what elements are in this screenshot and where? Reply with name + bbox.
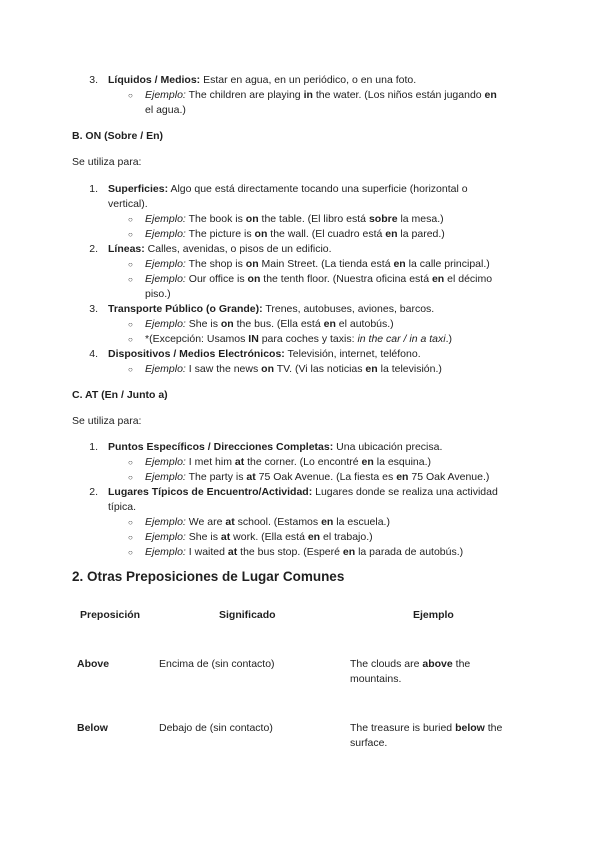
list-number: 2. [89,486,98,498]
bullet-icon: ○ [128,320,133,329]
list-number: 3. [89,74,98,86]
list-item-lugares: Lugares Típicos de Encuentro/Actividad: Lugares donde se realiza una actividad típica. [108,486,498,513]
table-header: Significado [219,609,276,621]
bullet-icon: ○ [128,275,133,284]
bullet-icon: ○ [128,473,133,482]
list-item-dispositivos: Dispositivos / Medios Electrónicos: Televisión, internet, teléfono. [108,348,421,360]
table-cell-prep: Below [77,722,108,734]
bullet-icon: ○ [128,230,133,239]
intro-text: Se utiliza para: [72,156,142,168]
section-heading-at: C. AT (En / Junto a) [72,389,168,401]
bullet-icon: ○ [128,533,133,542]
bullet-icon: ○ [128,215,133,224]
table-cell-example-cont: surface. [350,737,388,749]
table-cell-example-cont: mountains. [350,673,402,685]
bullet-icon: ○ [128,458,133,467]
item-label: Líquidos / Medios: [108,74,201,86]
bullet-icon: ○ [128,335,133,344]
list-item-lineas: Líneas: Calles, avenidas, o pisos de un edificio. [108,243,332,255]
bullet-icon: ○ [128,518,133,527]
list-item-transporte: Transporte Público (o Grande): Trenes, autobuses, aviones, barcos. [108,303,435,315]
example-line: Ejemplo: The picture is on the wall. (El cuadro está en la pared.) [145,228,445,240]
example-line: Ejemplo: I waited at the bus stop. (Esperé en la parada de autobús.) [145,546,464,558]
example-line: Ejemplo: We are at school. (Estamos en la escuela.) [145,516,390,528]
example-line: Ejemplo: She is at work. (Ella está en el trabajo.) [145,531,373,543]
intro-text: Se utiliza para: [72,415,142,427]
list-number: 2. [89,243,98,255]
example-line: Ejemplo: She is on the bus. (Ella está en el autobús.) [145,318,394,330]
example-line: Ejemplo: I saw the news on TV. (Vi las noticias en la televisión.) [145,363,442,375]
example-line: Ejemplo: Our office is on the tenth floor. (Nuestra oficina está en el décimo [145,273,493,285]
example-line: Ejemplo: The shop is on Main Street. (La tienda está en la calle principal.) [145,258,490,270]
exception-line: *(Excepción: Usamos IN para coches y taxis: in the car / in a taxi.) [145,333,452,345]
bullet-icon: ○ [128,548,133,557]
section-title: 2. Otras Preposiciones de Lugar Comunes [72,569,345,584]
table-cell-prep: Above [77,658,110,670]
section-heading-on: B. ON (Sobre / En) [72,130,164,142]
list-number: 4. [89,348,98,360]
list-number: 3. [89,303,98,315]
list-item-superficies: Superficies: Algo que está directamente tocando una superficie (horizontal o vertical). [108,183,468,210]
example-line: Ejemplo: I met him at the corner. (Lo encontré en la esquina.) [145,456,432,468]
table-cell-meaning: Debajo de (sin contacto) [159,722,273,734]
list-number: 1. [89,441,98,453]
table-header: Preposición [80,609,141,621]
item-text: Estar en agua, en un periódico, o en una foto. [200,74,417,86]
example-line: Ejemplo: The children are playing in the water. (Los niños están jugando en [145,89,497,101]
example-line-cont: piso.) [145,288,171,300]
example-line-cont: el agua.) [145,104,186,116]
list-item-puntos: Puntos Específicos / Direcciones Completas: Una ubicación precisa. [108,441,443,453]
example-line: Ejemplo: The party is at 75 Oak Avenue. (La fiesta es en 75 Oak Avenue.) [145,471,490,483]
list-item-liquidos [108,73,416,88]
table-cell-example: The clouds are above the [350,658,471,670]
table-cell-meaning: Encima de (sin contacto) [159,658,275,670]
bullet-icon: ○ [128,91,133,100]
table-header: Ejemplo [413,609,454,621]
list-number: 1. [89,183,98,195]
bullet-icon: ○ [128,365,133,374]
table-cell-example: The treasure is buried below the [350,722,503,734]
bullet-icon: ○ [128,260,133,269]
example-line: Ejemplo: The book is on the table. (El libro está sobre la mesa.) [145,213,444,225]
